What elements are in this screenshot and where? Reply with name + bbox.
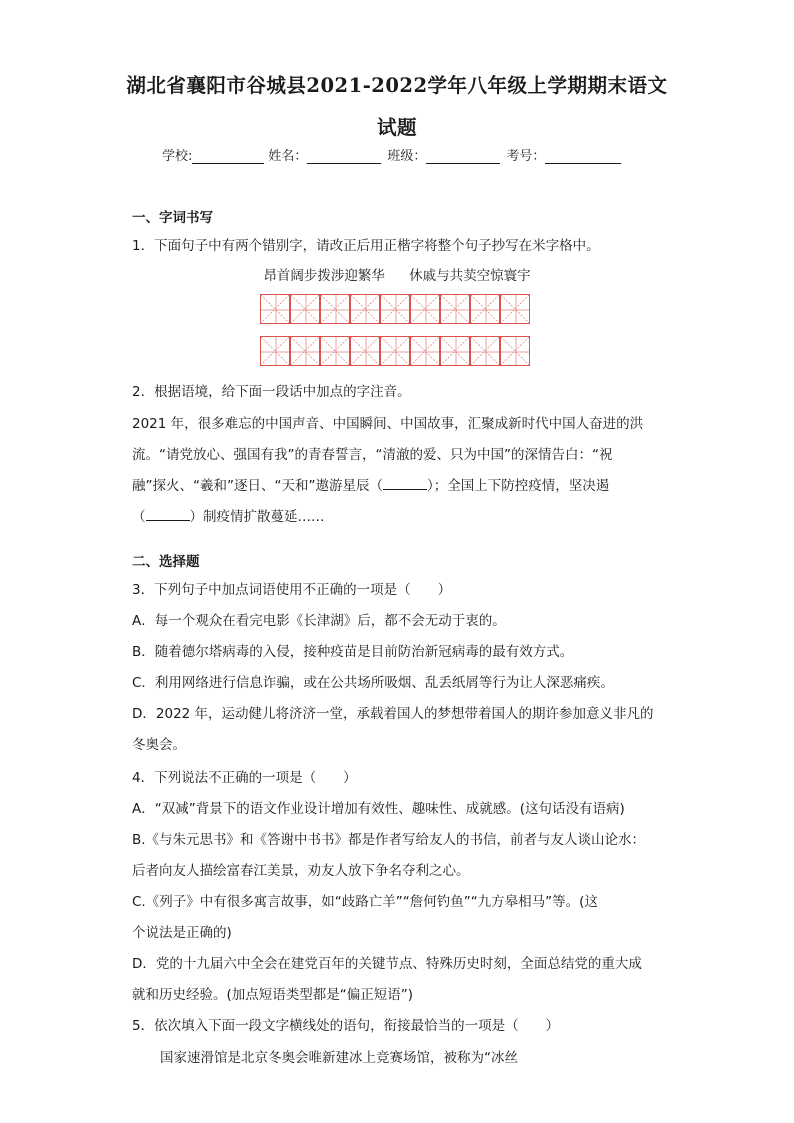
- q2-passage-line-2: 流。“请党放心、强国有我”的青春誓言，“清澈的爱、只为中国”的深情告白：“祝: [132, 447, 613, 463]
- exam-title-line2: 试题: [376, 116, 417, 139]
- q2-passage-line-4: [132, 505, 325, 525]
- q2-line3-text-a: 融”探火、“羲和”逐日、“天和”遨游星辰（: [132, 478, 383, 494]
- writing-grid-row-1: [260, 294, 532, 324]
- student-info-row: [162, 145, 625, 164]
- writing-grid-cell[interactable]: [260, 294, 290, 324]
- q1-stem: 1．下面句子中有两个错别字，请改正后用正楷字将整个句子抄写在米字格中。: [132, 238, 600, 254]
- writing-grid-cell[interactable]: [440, 294, 470, 324]
- school-blank[interactable]: [192, 149, 264, 164]
- q2-passage-line-1: 2021 年，很多难忘的中国声音、中国瞬间、中国故事，汇聚成新时代中国人奋进的洪: [132, 416, 644, 432]
- writing-grid-cell[interactable]: [320, 336, 350, 366]
- school-label: 学校:: [162, 149, 193, 164]
- name-blank[interactable]: [307, 149, 381, 164]
- q1-sentence: [0, 264, 794, 284]
- q2-line3-text-b: ）；全国上下防控疫情，坚决遏: [426, 478, 610, 494]
- section1-heading: 一、字词书写: [132, 210, 213, 226]
- q2-answer-blank-1[interactable]: [383, 477, 427, 490]
- q2-line4-text-a: （: [132, 509, 146, 525]
- writing-grid-cell[interactable]: [350, 294, 380, 324]
- writing-grid-cell[interactable]: [320, 294, 350, 324]
- writing-grid-cell[interactable]: [470, 336, 500, 366]
- writing-grid-cell[interactable]: [500, 294, 530, 324]
- q4-option-a: A．“双减”背景下的语文作业设计增加有效性、趣味性、成就感。(这句话没有语病): [132, 801, 625, 817]
- writing-grid-cell[interactable]: [290, 294, 320, 324]
- class-blank[interactable]: [426, 149, 500, 164]
- q4-option-b-cont: 后者向友人描绘富春江美景，劝友人放下争名夺利之心。: [132, 863, 470, 879]
- class-label: 班级：: [387, 149, 427, 164]
- writing-grid-cell[interactable]: [380, 336, 410, 366]
- section2-heading: 二、选择题: [132, 554, 200, 570]
- q4-option-d: D．党的十九届六中全会在建党百年的关键节点、特殊历史时刻，全面总结党的重大成: [132, 956, 642, 972]
- exam-number-blank[interactable]: [545, 149, 621, 164]
- q1-phrase-b: 休戚与共荬空惊寰宇: [409, 268, 531, 284]
- q5-passage: 国家速滑馆是北京冬奥会唯新建冰上竞赛场馆，被称为“冰丝: [160, 1050, 518, 1066]
- q1-phrase-a: 昂首阔步拨涉迎繁华: [263, 268, 385, 284]
- writing-grid-row-2: [260, 336, 532, 366]
- q3-option-b: B．随着德尔塔病毒的入侵，接种疫苗是目前防治新冠病毒的最有效方式。: [132, 644, 574, 660]
- q2-answer-blank-2[interactable]: [146, 508, 190, 521]
- exam-title-line1: 湖北省襄阳市谷城县2021-2022学年八年级上学期期末语文: [126, 74, 668, 97]
- q4-option-b: B.《与朱元思书》和《答谢中书书》都是作者写给友人的书信，前者与友人谈山论水：: [132, 832, 646, 848]
- name-label: 姓名：: [268, 149, 308, 164]
- writing-grid-cell[interactable]: [380, 294, 410, 324]
- q3-option-d-cont: 冬奥会。: [132, 737, 186, 753]
- writing-grid-cell[interactable]: [290, 336, 320, 366]
- q2-stem: 2．根据语境，给下面一段话中加点的字注音。: [132, 384, 411, 400]
- writing-grid-cell[interactable]: [410, 294, 440, 324]
- q2-line4-text-b: ）制疫情扩散蔓延……: [189, 509, 325, 525]
- q2-passage-line-3: [132, 474, 609, 494]
- writing-grid-cell[interactable]: [470, 294, 500, 324]
- writing-grid-cell[interactable]: [410, 336, 440, 366]
- q5-stem: 5．依次填入下面一段文字横线处的语句，衔接最恰当的一项是（ ）: [132, 1018, 560, 1034]
- writing-grid-cell[interactable]: [500, 336, 530, 366]
- q3-option-a: A．每一个观众在看完电影《长津湖》后，都不会无动于衷的。: [132, 613, 506, 629]
- q3-option-d: D．2022 年，运动健儿将济济一堂，承载着国人的梦想带着国人的期许参加意义非凡的: [132, 706, 654, 722]
- writing-grid-cell[interactable]: [440, 336, 470, 366]
- q4-option-c: C.《列子》中有很多寓言故事，如“歧路亡羊”“詹何钓鱼”“九方皋相马”等。(这: [132, 894, 598, 910]
- exam-number-label: 考号：: [506, 149, 546, 164]
- q4-stem: 4．下列说法不正确的一项是（ ）: [132, 770, 357, 786]
- q3-option-c: C．利用网络进行信息诈骗，或在公共场所吸烟、乱丢纸屑等行为让人深恶痛疾。: [132, 675, 614, 691]
- q4-option-d-cont: 就和历史经验。(加点短语类型都是“偏正短语”): [132, 987, 414, 1003]
- q4-option-c-cont: 个说法是正确的): [132, 925, 232, 941]
- q3-stem: 3．下列句子中加点词语使用不正确的一项是（ ）: [132, 582, 452, 598]
- writing-grid-cell[interactable]: [350, 336, 380, 366]
- writing-grid-cell[interactable]: [260, 336, 290, 366]
